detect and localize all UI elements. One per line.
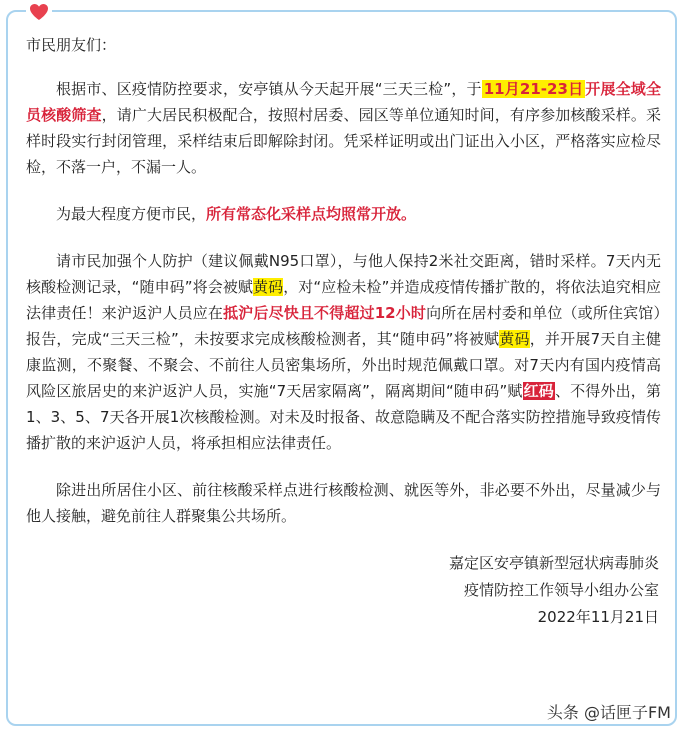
- p3-text-b: ，对“应检未检”并造成疫情传播扩散的，将依法追究相应法律责任！来沪返沪人员应在: [26, 278, 661, 322]
- signature-line-2: 疫情防控工作领导小组办公室: [463, 581, 659, 599]
- p3-red-code: 红码: [523, 382, 554, 400]
- paragraph-2: [26, 201, 661, 227]
- paragraph-1: [26, 76, 661, 180]
- p3-text-e: 、不得外出，第1、3、5、7天各开展1次核酸检测。对未及时报备、故意隐瞒及不配合落实防控措施导致疫情传播扩散的来沪返沪人员，将承担相应法律责任。: [26, 382, 661, 452]
- p1-text-c: ，请广大居民积极配合，按照村居委、园区等单位通知时间，有序参加核酸采样。采样时段实行封闭管理，采样结束后即解除封闭。凭采样证明或出门证出入小区，严格落实应检尽检，不落一户，不漏一人。: [26, 106, 661, 176]
- p3-yellow-code-1: 黄码: [253, 278, 284, 296]
- paragraph-3: [26, 248, 661, 456]
- notice-body: [26, 32, 661, 631]
- p3-text-d: ，并开展7天自主健康监测，不聚餐、不聚会、不前往人员密集场所，外出时规范佩戴口罩。对7天内有国内疫情高风险区旅居史的来沪返沪人员，实施“7天居家隔离”，隔离期间“随申码”赋: [26, 330, 661, 400]
- p3-text-c: 向所在居村委和单位（或所住宾馆）报告，完成“三天三检”，未按要求完成核酸检测者，其“随申码”将被赋: [26, 304, 661, 348]
- signature-block: [26, 550, 661, 631]
- p1-text-a: 根据市、区疫情防控要求，安亭镇从今天起开展“三天三检”，于: [56, 80, 482, 98]
- signature-line-1: 嘉定区安亭镇新型冠状病毒肺炎: [448, 554, 659, 572]
- watermark: 头条 @话匣子FM: [546, 703, 671, 722]
- greeting: 市民朋友们：: [26, 36, 117, 54]
- paragraph-4: 除进出所居住小区、前往核酸采样点进行核酸检测、就医等外，非必要不外出，尽量减少与他人接触，避免前往人群聚集公共场所。: [26, 481, 661, 525]
- p2-text-a: 为最大程度方便市民，: [56, 205, 207, 223]
- p2-emphasis: 所有常态化采样点均照常开放。: [206, 205, 417, 223]
- p3-emphasis: 抵沪后尽快且不得超过12小时: [223, 304, 427, 322]
- p1-emphasis: 开展全域全员核酸筛查: [26, 80, 661, 124]
- p3-yellow-code-2: 黄码: [499, 330, 530, 348]
- signature-date: 2022年11月21日: [537, 608, 659, 626]
- heart-icon: [26, 3, 52, 21]
- p1-date-highlight: 11月21-23日: [483, 80, 584, 98]
- p3-text-a: 请市民加强个人防护（建议佩戴N95口罩），与他人保持2米社交距离，错时采样。7天内无核酸检测记录，“随申码”将会被赋: [26, 252, 661, 296]
